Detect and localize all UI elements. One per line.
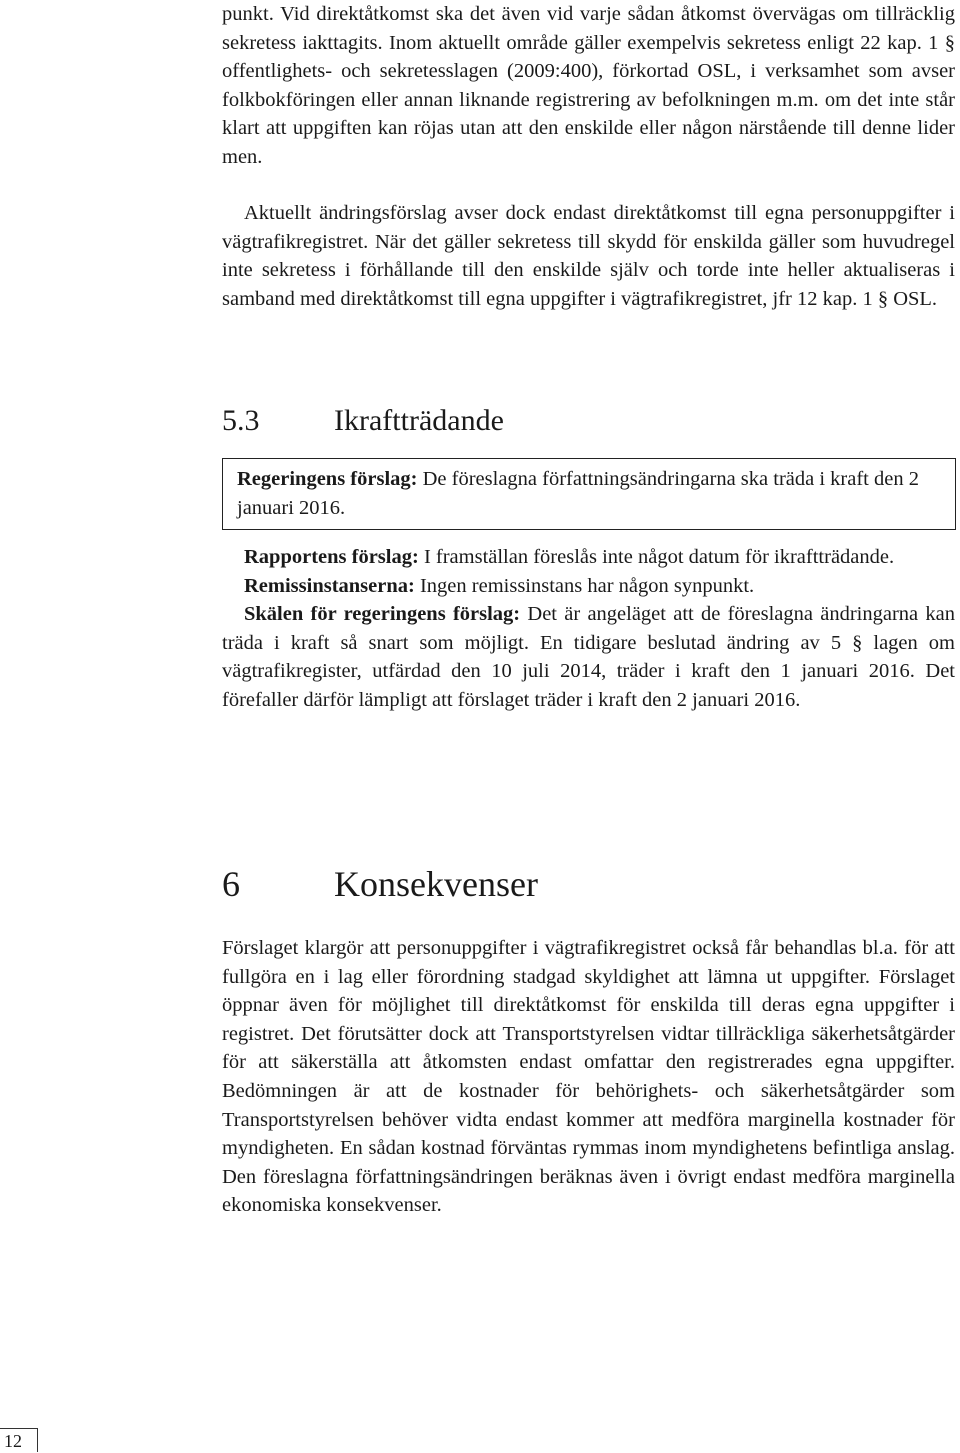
aktuellt-paragraph: Aktuellt ändringsförslag avser dock endast direktåtkomst till egna personuppgifter i vägtrafikregistret. När det gäller sekretess till skydd för enskilda gäller som huvudregel inte sekretess i förhållande till den enskilde själv och torde inte heller aktualiseras i samband med direktåtkomst till egna uppgifter i vägtrafikregistret, jfr 12 kap. 1 § OSL. (222, 202, 955, 310)
reasons-text: Det är angeläget att de föreslagna ändringarna kan träda i kraft så snart som möjligt. En tidigare beslutad ändring av 5 § lagen om vägtrafikregister, utfärdad den 10 juli 2014, träder i kraft den 1 januari 2016. Det förefaller därför lämpligt att förslaget träder i kraft den 2 januari 2016. (222, 603, 955, 711)
government-proposal-box-wrap (222, 458, 955, 530)
government-proposal-box (222, 458, 956, 530)
intro-paragraph-block (222, 0, 955, 172)
section-heading-5-3 (222, 402, 955, 440)
report-paragraph (222, 543, 955, 572)
remiss-paragraph (222, 572, 955, 601)
konsekvenser-paragraph: Förslaget klargör att personuppgifter i vägtrafikregistret också får behandlas bl.a. för att fullgöra en i lag eller förordning stadgad skyldighet att lämna ut uppgifter. Förslaget öppnar även för möjlighet till direktåtkomst för enskilda till deras egna uppgifter i registret. Det förutsätter dock att Transportstyrelsen vidtar tillräckliga säkerhetsåtgärder för att säkerställa att åtkomsten endast omfattar den registrerades egna uppgifter. Bedömningen är att de kostnader för behörighets- och säkerhetsåtgärder som Transportstyrelsen behöver vidta endast kommer att medföra marginella kostnader för myndigheten. En sådan kostnad förväntas rymmas inom myndighetens befintliga anslag. Den föreslagna författningsändringen beräknas även i övrigt endast medföra marginella ekonomiska konsekvenser. (222, 937, 955, 1217)
page-number: 12 (0, 1428, 38, 1452)
section-number: 5.3 (222, 404, 260, 437)
remiss-text: Ingen remissinstans har någon synpunkt. (419, 574, 755, 597)
konsekvenser-block (222, 934, 955, 1220)
chapter-title: Konsekvenser (334, 864, 538, 904)
proposal-text: De föreslagna författningsändringarna ska träda i kraft den 2 januari 2016. (237, 468, 919, 519)
section-5-3-body (222, 543, 955, 715)
chapter-heading-6 (222, 862, 955, 906)
chapter-number: 6 (222, 864, 240, 904)
aktuellt-paragraph-block (222, 199, 955, 313)
proposal-label: Regeringens förslag: (237, 468, 418, 490)
report-text: I framställan föreslås inte något datum för ikraftträdande. (423, 546, 895, 568)
reasons-label: Skälen för regeringens förslag: (244, 603, 521, 626)
report-label: Rapportens förslag: (244, 546, 419, 568)
section-title: Ikraftträdande (334, 404, 504, 437)
intro-paragraph: punkt. Vid direktåtkomst ska det även vid varje sådan åtkomst övervägas om tillräcklig sekretess iakttagits. Inom aktuellt område gäller exempelvis sekretess enligt 22 kap. 1 § offentlighets- och sekretesslagen (2009:400), förkortad OSL, i verksamhet som avser folkbokföringen eller annan liknande registrering av befolkningen m.m. om det inte står klart att uppgiften kan röjas utan att den enskilde eller någon närstående till denne lider men. (222, 3, 955, 168)
reasons-paragraph (222, 600, 955, 714)
remiss-label: Remissinstanserna: (244, 574, 415, 597)
